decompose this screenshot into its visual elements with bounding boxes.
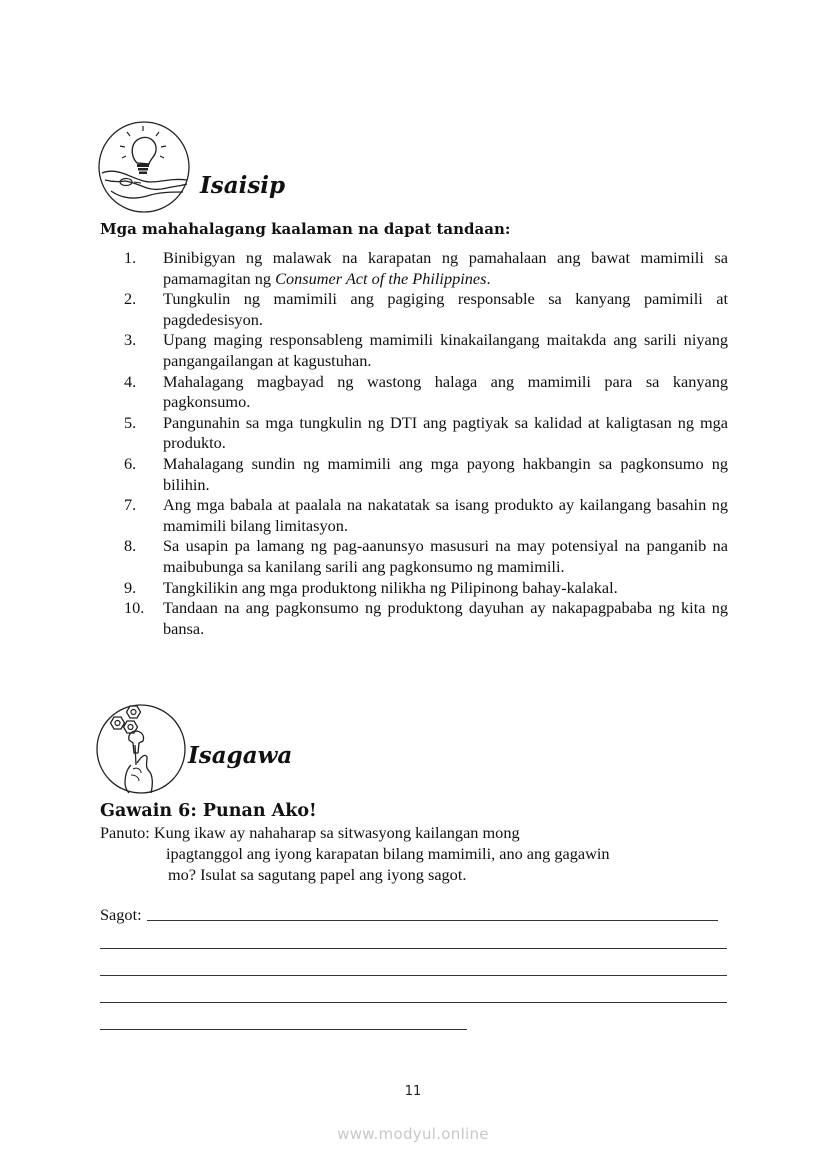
hand-wrench-bolts-icon [95, 703, 187, 795]
item-text: Tangkilikin ang mga produktong nilikha ng Pilipinong bahay-kalakal. [163, 577, 618, 597]
item-number: 7. [124, 495, 137, 515]
page-number: 11 [404, 1084, 422, 1099]
subheading: Mga mahahalagang kaalaman na dapat tandaan: [100, 220, 511, 238]
list-item [100, 372, 728, 413]
item-number: 1. [124, 248, 137, 267]
item-number: 5. [124, 412, 137, 432]
list-item [100, 413, 728, 454]
list-item [100, 495, 728, 536]
item-text: Pangunahin sa mga tungkulin ng DTI ang pagtiyak sa kalidad at kaligtasan ng mga produkto. [163, 412, 728, 453]
instructions-line-2: ipagtanggol ang iyong karapatan bilang mamimili, ano ang gagawin [166, 843, 610, 863]
answer-label: Sagot: [100, 905, 142, 924]
instructions-line-1: Panuto: Kung ikaw ay nahaharap sa sitwasyong kailangan mong [100, 823, 520, 842]
item-number: 2. [124, 289, 137, 309]
list-item [100, 536, 728, 577]
item-number: 6. [124, 453, 137, 473]
watermark: www.modyul.online [337, 1125, 489, 1143]
item-text: Tungkulin ng mamimili ang pagiging responsable sa kanyang pamimili at pagdedesisyon. [163, 289, 728, 329]
instructions-line-3: mo? Isulat sa sagutang papel ang iyong sagot. [168, 864, 467, 884]
item-number: 10. [124, 598, 145, 618]
list-item [100, 248, 728, 289]
activity-title: Gawain 6: Punan Ako! [100, 801, 317, 821]
answer-line[interactable] [100, 948, 727, 949]
item-text: Mahalagang sundin ng mamimili ang mga payong hakbangin sa pagkonsumo ng bilihin. [163, 453, 728, 494]
instructions [100, 823, 740, 885]
item-text: Upang maging responsableng mamimili kinakailangang maitakda ang sarili niyang pangangailangan at kagustuhan. [163, 330, 728, 370]
section-title-isagawa: Isagawa [188, 742, 293, 769]
item-number: 9. [124, 577, 137, 597]
item-text: Ang mga babala at paalala na nakatatak sa isang produkto ay kailangang basahin ng mamimili bilang limitasyon. [163, 495, 728, 535]
item-number: 3. [124, 330, 137, 350]
item-text: Tandaan na ang pagkonsumo ng produktong dayuhan ay nakapagpababa ng kita ng bansa. [163, 598, 728, 638]
answer-line[interactable] [100, 1002, 727, 1003]
item-number: 8. [124, 536, 137, 556]
section-title-isaisip: Isaisip [200, 172, 286, 199]
key-points-list [100, 248, 728, 639]
answer-line[interactable] [100, 1029, 467, 1030]
list-item [100, 289, 728, 330]
list-item [100, 454, 728, 495]
item-text: Mahalagang magbayad ng wastong halaga ang mamimili para sa kanyang pagkonsumo. [163, 371, 728, 412]
list-item [100, 598, 728, 639]
answer-line[interactable] [100, 975, 727, 976]
item-number: 4. [124, 371, 137, 391]
item-text: Sa usapin pa lamang ng pag-aanunsyo masusuri na may potensiyal na panganib na maibubunga sa kanilang sarili ang pagkonsumo ng mamimili. [163, 536, 728, 576]
item-text: Binibigyan ng malawak na karapatan ng pamahalaan ang bawat mamimili sa pamamagitan ng Consumer Act of the Philippines. [163, 248, 728, 288]
list-item [100, 578, 728, 599]
answer-line[interactable] [147, 920, 718, 921]
list-item [100, 330, 728, 371]
lightbulb-in-hand-icon [97, 120, 191, 214]
